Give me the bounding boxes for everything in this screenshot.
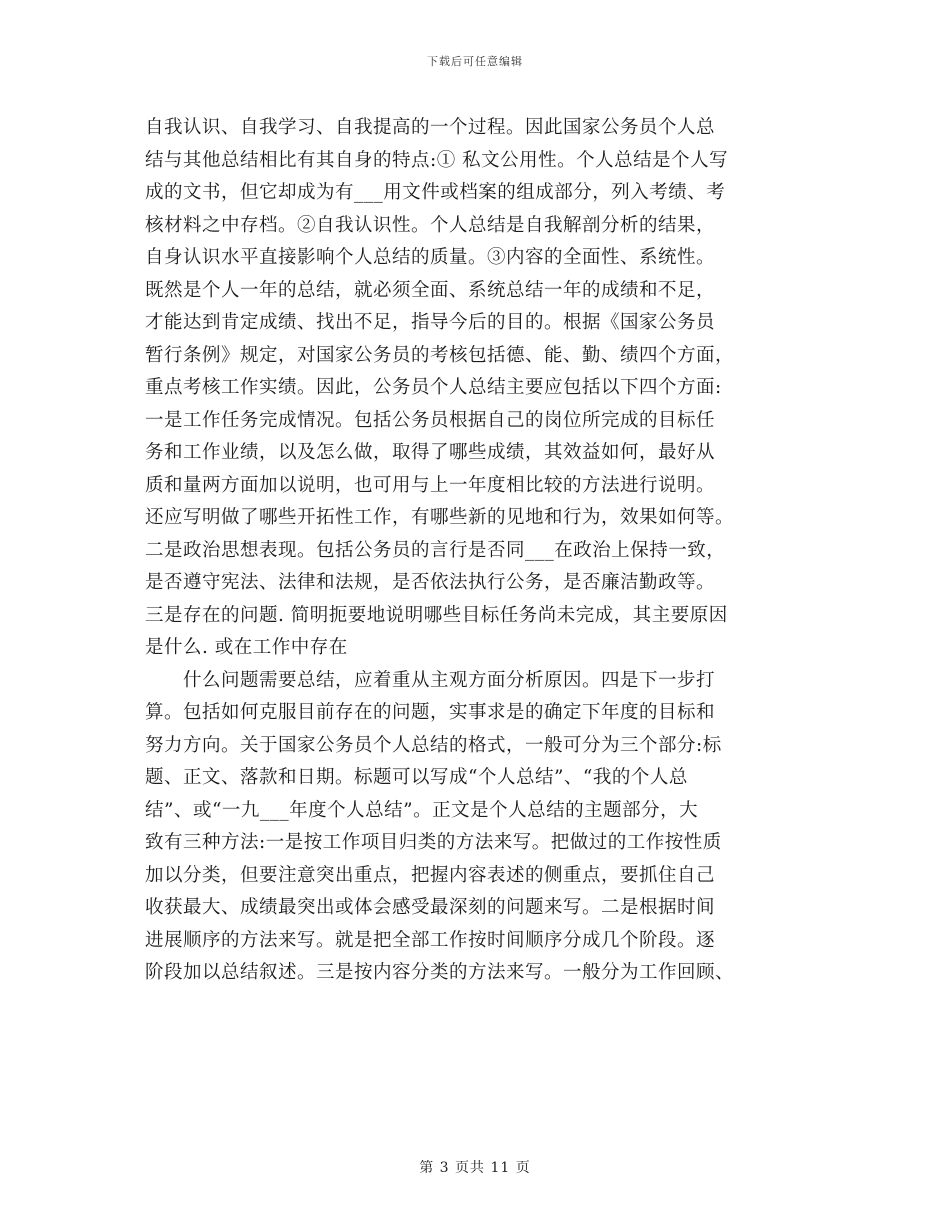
- text-line: 加以分类，但要注意突出重点，把握内容表述的侧重点，要抓住自己: [145, 864, 716, 886]
- text-line: 成的文书，但它却成为有___用文件或档案的组成部分，列入考绩、考: [145, 182, 726, 203]
- text-line: 暂行条例》规定，对国家公务员的考核包括德、能、勤、绩四个方面，: [145, 344, 735, 366]
- text-line: 三是存在的问题. 简明扼要地说明哪些目标任务尚未完成，其主要原因: [145, 604, 728, 626]
- text-line: 题、正文、落款和日期。标题可以写成“个人总结”、“我的个人总: [145, 767, 688, 788]
- text-line: 算。包括如何克服目前存在的问题，实事求是的确定下年度的目标和: [145, 702, 716, 723]
- text-line: 结与其他总结相比有其自身的特点:① 私文公用性。个人总结是个人写: [145, 149, 729, 171]
- text-line: 结”、或“一九___年度个人总结”。正文是个人总结的主题部分，大: [145, 799, 699, 821]
- text-line: 核材料之中存档。②自我认识性。个人总结是自我解剖分析的结果，: [145, 214, 716, 236]
- text-line: 一是工作任务完成情况。包括公务员根据自己的岗位所完成的目标任: [145, 409, 716, 431]
- text-line: 是否遵守宪法、法律和法规，是否依法执行公务，是否廉洁勤政等。: [145, 572, 716, 593]
- text-line: 自我认识、自我学习、自我提高的一个过程。因此国家公务员个人总: [145, 117, 716, 138]
- text-line: 阶段加以总结叙述。三是按内容分类的方法来写。一般分为工作回顾、: [145, 962, 735, 983]
- text-line: 二是政治思想表现。包括公务员的言行是否同___在政治上保持一致，: [145, 539, 726, 561]
- text-line: 还应写明做了哪些开拓性工作，有哪些新的见地和行为，效果如何等。: [145, 507, 735, 528]
- text-line: 务和工作业绩，以及怎么做，取得了哪些成绩，其效益如何，最好从: [145, 442, 716, 463]
- text-line: 才能达到肯定成绩、找出不足，指导今后的目的。根据《国家公务员: [145, 312, 716, 333]
- page-header: 下载后可任意编辑: [427, 55, 523, 68]
- text-line: 既然是个人一年的总结，就必须全面、系统总结一年的成绩和不足，: [145, 279, 716, 301]
- text-line: 致有三种方法:一是按工作项目归类的方法来写。把做过的工作按性质: [145, 832, 722, 853]
- text-line: 质和量两方面加以说明，也可用与上一年度相比较的方法进行说明。: [145, 474, 716, 496]
- text-line: 自身认识水平直接影响个人总结的质量。③内容的全面性、系统性。: [145, 247, 716, 268]
- paragraph-first-line: 什么问题需要总结，应着重从主观方面分析原因。四是下一步打: [183, 669, 716, 691]
- text-line: 进展顺序的方法来写。就是把全部工作按时间顺序分成几个阶段。逐: [145, 929, 716, 951]
- text-line: 收获最大、成绩最突出或体会感受最深刻的问题来写。二是根据时间: [145, 897, 716, 918]
- document-body: [145, 112, 805, 990]
- text-line: 努力方向。关于国家公务员个人总结的格式，一般可分为三个部分:标: [145, 734, 722, 756]
- page-footer: 第 3 页共 11 页: [419, 1160, 531, 1176]
- text-line: 重点考核工作实绩。因此，公务员个人总结主要应包括以下四个方面:: [145, 377, 722, 398]
- text-line: 是什么. 或在工作中存在: [145, 637, 348, 658]
